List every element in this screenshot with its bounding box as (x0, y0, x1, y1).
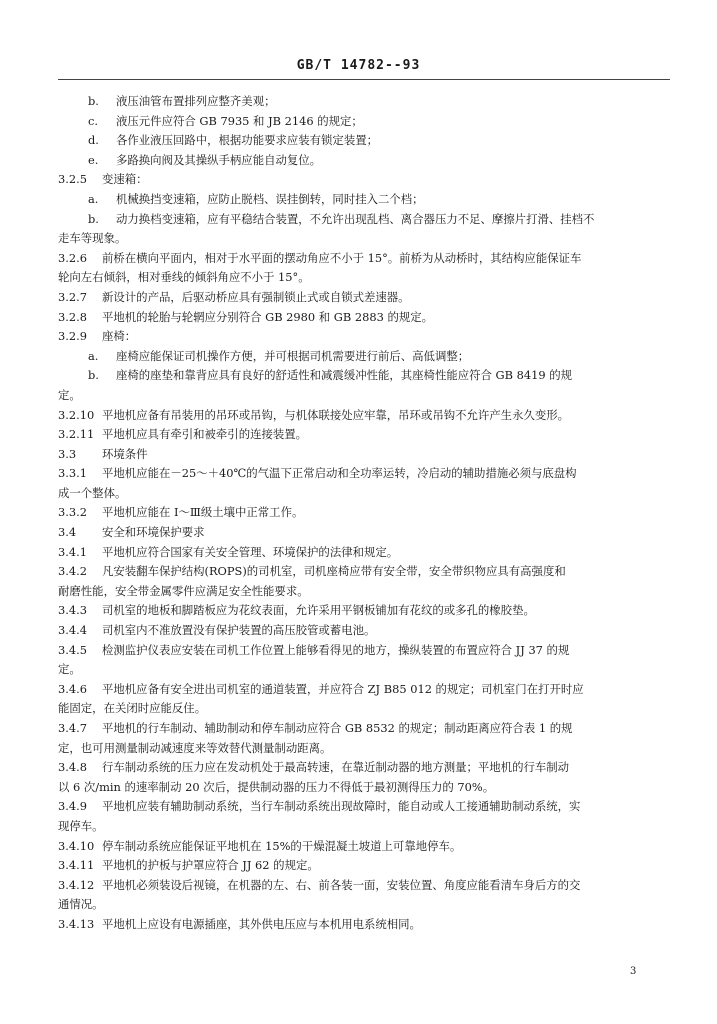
text-line (58, 582, 662, 602)
text-line (58, 190, 662, 210)
clause-number: 3.4.2 (58, 564, 87, 579)
text-line (58, 406, 662, 426)
clause-text: 平地机上应设有电源插座，其外供电压应与本机用电系统相同。 (102, 916, 421, 931)
text-line (58, 112, 662, 132)
clause-number: 3.4.12 (58, 877, 95, 892)
text-line (58, 797, 662, 817)
clause-number: e. (88, 152, 99, 167)
text-line (58, 386, 662, 406)
clause-number: 3.2.11 (58, 427, 95, 442)
clause-text: 轮向左右倾斜，相对垂线的倾斜角应不小于 15°。 (58, 270, 310, 285)
text-line (58, 699, 662, 719)
text-line (58, 895, 662, 915)
clause-text: 定，也可用测量制动减速度来等效替代测量制动距离。 (58, 740, 332, 755)
text-line (58, 837, 662, 857)
clause-number: 3.2.7 (58, 289, 87, 304)
text-line (58, 876, 662, 896)
page-number: 3 (630, 966, 637, 977)
text-line (58, 308, 662, 328)
clause-text: 耐磨性能，安全带金属零件应满足安全性能要求。 (58, 583, 309, 598)
clause-text: 多路换向阀及其操纵手柄应能自动复位。 (116, 152, 322, 167)
text-line (58, 758, 662, 778)
clause-number: b. (88, 211, 99, 226)
clause-number: a. (88, 348, 99, 363)
clause-text: 通情况。 (58, 897, 104, 912)
clause-number: a. (88, 191, 99, 206)
document-body (58, 92, 662, 935)
clause-number: 3.2.10 (58, 407, 95, 422)
clause-text: 能固定，在关闭时应能反住。 (58, 701, 207, 716)
clause-number: 3.2.9 (58, 329, 87, 344)
clause-text: 新设计的产品，后驱动桥应具有强制锁止式或自锁式差速器。 (102, 289, 410, 304)
text-line (58, 268, 662, 288)
text-line (58, 739, 662, 759)
clause-text: 变速箱： (102, 172, 148, 187)
text-line (58, 288, 662, 308)
clause-number: 3.4.5 (58, 642, 87, 657)
clause-text: 平地机应能在 Ⅰ～Ⅲ级土壤中正常工作。 (102, 505, 304, 520)
clause-text: 走车等现象。 (58, 231, 127, 246)
clause-number: 3.4.13 (58, 916, 95, 931)
clause-text: 定。 (58, 387, 81, 402)
clause-text: 平地机应能在－25～＋40℃的气温下正常启动和全功率运转，冷启动的辅助措施必须与底盘构 (102, 466, 577, 481)
text-line (58, 92, 662, 112)
clause-text: 停车制动系统应能保证平地机在 15%的干燥混凝土坡道上可靠地停车。 (102, 838, 462, 853)
clause-number: 3.4.11 (58, 858, 95, 873)
clause-number: 3.2.6 (58, 250, 87, 265)
text-line (58, 229, 662, 249)
clause-text: 座椅应能保证司机操作方便，并可根据司机需要进行前后、高低调整； (116, 348, 470, 363)
text-line (58, 425, 662, 445)
clause-text: 行车制动系统的压力应在发动机处于最高转速，在靠近制动器的地方测量；平地机的行车制动 (102, 760, 570, 775)
clause-text: 平地机应备有安全进出司机室的通道装置，并应符合 ZJ B85 012 的规定；司机室门在打开时应 (102, 681, 584, 696)
clause-text: 液压油管布置排列应整齐美观； (116, 94, 276, 108)
clause-number: 3.3 (58, 446, 77, 461)
text-line (58, 621, 662, 641)
clause-number: 3.4.8 (58, 760, 87, 775)
text-line (58, 719, 662, 739)
clause-number: 3.3.2 (58, 505, 87, 520)
text-line (58, 641, 662, 661)
clause-text: 动力换档变速箱，应有平稳结合装置，不允许出现乱档、离合器压力不足、摩擦片打滑、挂档不 (116, 211, 595, 226)
clause-text: 现停车。 (58, 818, 104, 833)
text-line (58, 131, 662, 151)
text-line (58, 660, 662, 680)
clause-text: 液压元件应符合 GB 7935 和 JB 2146 的规定； (116, 113, 363, 128)
text-line (58, 503, 662, 523)
clause-text: 环境条件 (102, 446, 148, 461)
text-line (58, 484, 662, 504)
clause-text: 平地机的护板与护罩应符合 JJ 62 的规定。 (102, 858, 319, 873)
clause-text: 平地机的轮胎与轮辋应分别符合 GB 2980 和 GB 2883 的规定。 (102, 309, 434, 324)
standard-header: GB/T 14782--93 (296, 58, 421, 73)
clause-number: d. (88, 133, 99, 148)
clause-number: b. (88, 94, 99, 108)
clause-number: 3.2.8 (58, 309, 87, 324)
clause-text: 安全和环境保护要求 (102, 525, 205, 540)
clause-text: 以 6 次/min 的速率制动 20 次后，提供制动器的压力不得低于最初测得压力的 70%。 (58, 779, 495, 794)
clause-text: 定。 (58, 662, 81, 677)
clause-number: 3.4.9 (58, 799, 87, 814)
clause-text: 司机室内不准放置没有保护装置的高压胶管或蓄电池。 (102, 623, 376, 638)
text-line (58, 601, 662, 621)
clause-text: 座椅： (102, 329, 137, 344)
clause-text: 平地机的行车制动、辅助制动和停车制动应符合 GB 8532 的规定；制动距离应符合表 1 的规 (102, 721, 573, 735)
clause-text: 检测监护仪表应安装在司机工作位置上能够看得见的地方，操纵装置的布置应符合 JJ 37 的规 (102, 642, 570, 657)
clause-text: 凡安装翻车保护结构(ROPS)的司机室，司机座椅应带有安全带，安全带织物应具有高强度和 (102, 564, 566, 579)
text-line (58, 778, 662, 798)
clause-number: b. (88, 368, 99, 383)
text-line (58, 543, 662, 563)
clause-text: 各作业液压回路中，根据功能要求应装有锁定装置； (116, 133, 378, 148)
text-line (58, 151, 662, 171)
text-line (58, 680, 662, 700)
clause-number: 3.2.5 (58, 172, 87, 187)
text-line (58, 817, 662, 837)
clause-number: 3.4.7 (58, 721, 87, 735)
text-line (58, 523, 662, 543)
clause-text: 司机室的地板和脚踏板应为花纹表面，允许采用平钢板铺加有花纹的或多孔的橡胶垫。 (102, 603, 535, 618)
text-line (58, 445, 662, 465)
clause-number: 3.3.1 (58, 466, 87, 481)
clause-text: 平地机应装有辅助制动系统，当行车制动系统出现故障时，能自动或人工接通辅助制动系统，实 (102, 799, 581, 814)
clause-number: 3.4.3 (58, 603, 87, 618)
text-line (58, 249, 662, 269)
clause-number: 3.4.6 (58, 681, 87, 696)
clause-text: 机械换挡变速箱，应防止脱档、误挂倒转，同时挂入二个档； (116, 191, 424, 206)
text-line (58, 366, 662, 386)
clause-text: 平地机必须装设后视镜，在机器的左、右、前各装一面，安装位置、角度应能看清车身后方的交 (102, 877, 581, 892)
clause-text: 座椅的座垫和靠背应具有良好的舒适性和减震缓冲性能，其座椅性能应符合 GB 8419 的规 (116, 368, 572, 383)
clause-text: 成一个整体。 (58, 485, 127, 500)
text-line (58, 856, 662, 876)
clause-text: 平地机应具有牵引和被牵引的连接装置。 (102, 427, 308, 442)
text-line (58, 347, 662, 367)
clause-number: 3.4.10 (58, 838, 95, 853)
text-line (58, 210, 662, 230)
clause-text: 平地机应备有吊装用的吊环或吊钩，与机体联接处应牢靠，吊环或吊钩不允许产生永久变形。 (102, 407, 570, 422)
text-line (58, 464, 662, 484)
text-line (58, 170, 662, 190)
clause-text: 平地机应符合国家有关安全管理、环境保护的法律和规定。 (102, 544, 399, 559)
clause-number: 3.4.4 (58, 623, 87, 638)
text-line (58, 562, 662, 582)
clause-number: 3.4 (58, 525, 77, 540)
clause-text: 前桥在横向平面内，相对于水平面的摆动角应不小于 15°。前桥为从动桥时，其结构应能保证车 (102, 250, 582, 265)
text-line (58, 915, 662, 935)
text-line (58, 327, 662, 347)
clause-number: c. (88, 113, 99, 128)
header-rule (58, 79, 670, 80)
clause-number: 3.4.1 (58, 544, 87, 559)
